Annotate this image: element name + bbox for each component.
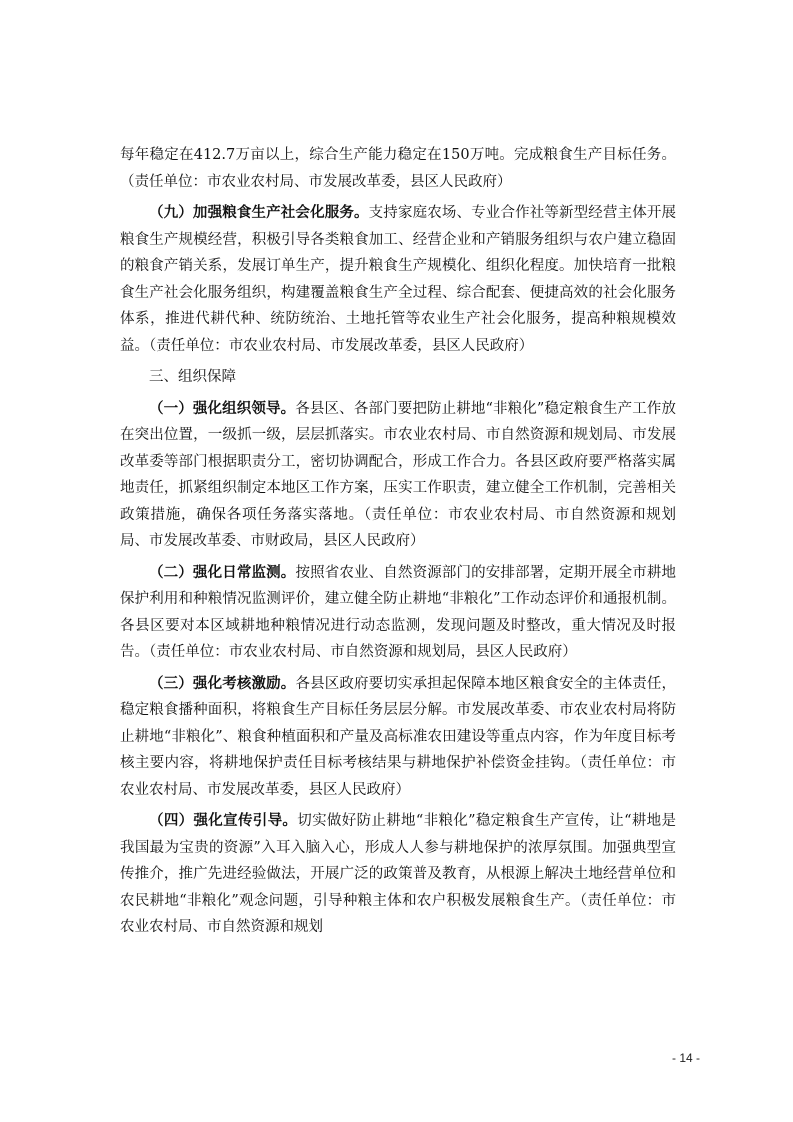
- paragraph-text: 按照省农业、自然资源部门的安排部署，定期开展全市耕地保护利用和种粮情况监测评价，建立健全防止耕地“非粮化”工作动态评价和通报机制。各县区要对本区域耕地种粮情况进行动态监测，发现问题及时整改，重大情况及时报告。（责任单位：市农业农村局、市自然资源和规划局，县区人民政府）: [120, 564, 677, 660]
- paragraph-heading: （二）强化日常监测。: [149, 563, 296, 581]
- paragraph-nine: [120, 200, 676, 359]
- document-body: [120, 142, 676, 946]
- paragraph-three: [120, 671, 676, 804]
- section-heading: [120, 364, 676, 391]
- paragraph-text: 各县区、各部门要把防止耕地“非粮化”稳定粮食生产工作放在突出位置，一级抓一级，层层抓落实。市农业农村局、市自然资源和规划局、市发展改革委等部门根据职责分工，密切协调配合，形成工作合力。各县区政府要严格落实属地责任，抓紧组织制定本地区工作方案，压实工作职责，建立健全工作机制，完善相关政策措施，确保各项任务落实落地。（责任单位：市农业农村局、市自然资源和规划局、市发展改革委、市财政局，县区人民政府）: [120, 400, 676, 549]
- paragraph-text: 支持家庭农场、专业合作社等新型经营主体开展粮食生产规模经营，积极引导各类粮食加工、经营企业和产销服务组织与农户建立稳固的粮食产销关系，发展订单生产，提升粮食生产规模化、组织化程度。加快培育一批粮食生产社会化服务组织，构建覆盖粮食生产全过程、综合配套、便捷高效的社会化服务体系，推进代耕代种、统防统治、土地托管等农业生产社会化服务，提高种粮规模效益。（责任单位：市农业农村局、市发展改革委，县区人民政府）: [120, 205, 677, 354]
- paragraph-text: 各县区政府要切实承担起保障本地区粮食安全的主体责任，稳定粮食播种面积，将粮食生产目标任务层层分解。市发展改革委、市农业农村局将防止耕地“非粮化”、粮食种植面积和产量及高标准农田建设等重点内容，作为年度目标考核主要内容，将耕地保护责任目标考核结果与耕地保护补偿资金挂钩。（责任单位：市农业农村局、市发展改革委，县区人民政府）: [120, 675, 677, 798]
- paragraph-heading: （三）强化考核激励。: [149, 674, 296, 692]
- paragraph-heading: （四）强化宣传引导。: [149, 812, 298, 829]
- paragraph-text: 切实做好防止耕地“非粮化”稳定粮食生产宣传，让“耕地是我国最为宝贵的资源”入耳入脑入心，形成人人参与耕地保护的浓厚氛围。加强典型宣传推介，推广先进经验做法，开展广泛的政策普及教育，从根源上解决土地经营单位和农民耕地“非粮化”观念问题，引导种粮主体和农户积极发展粮食生产。（责任单位：市农业农村局、市自然资源和规划: [120, 813, 676, 935]
- paragraph-heading: （一）强化组织领导。: [149, 399, 296, 417]
- paragraph-four: [120, 808, 676, 941]
- paragraph-continuation: [120, 142, 676, 195]
- section-title: 三、组织保障: [149, 369, 236, 385]
- paragraph-text: 每年稳定在412.7万亩以上，综合生产能力稳定在150万吨。完成粮食生产目标任务。（责任单位：市农业农村局、市发展改革委，县区人民政府）: [120, 147, 676, 190]
- paragraph-heading: （九）加强粮食生产社会化服务。: [149, 204, 369, 221]
- page-number: - 14 -: [672, 1051, 701, 1065]
- paragraph-one: [120, 396, 676, 555]
- paragraph-two: [120, 560, 676, 666]
